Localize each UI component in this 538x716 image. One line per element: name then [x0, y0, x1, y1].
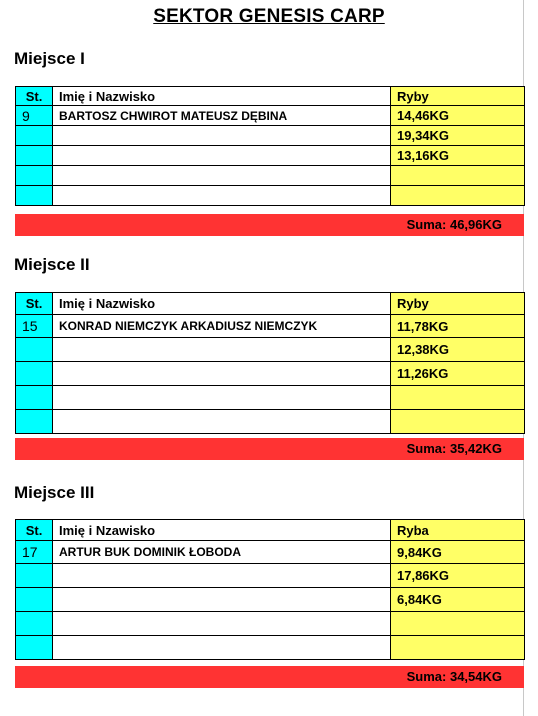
fish-weight: [391, 410, 525, 434]
table-row: [16, 186, 525, 206]
name-cell: [53, 410, 391, 434]
fish-weight: 17,86KG: [391, 564, 525, 588]
name-cell: [53, 146, 391, 166]
team-names: BARTOSZ CHWIROT MATEUSZ DĘBINA: [53, 106, 391, 126]
name-column-header: Imię i Nazwisko: [53, 293, 391, 315]
fish-weight: [391, 166, 525, 186]
stand-cell: [16, 146, 53, 166]
fish-weight: 6,84KG: [391, 588, 525, 612]
sum-total: Suma: 46,96KG: [406, 217, 502, 232]
place-heading-2: Miejsce II: [14, 255, 90, 274]
stand-cell: [16, 588, 53, 612]
place-heading-3: Miejsce III: [14, 483, 95, 502]
stand-cell: [16, 362, 53, 386]
sum-bar-2: [15, 438, 524, 460]
fish-weight: [391, 186, 525, 206]
table-header-row: [16, 520, 525, 541]
name-cell: [53, 564, 391, 588]
name-cell: [53, 362, 391, 386]
sum-bar-3: [15, 666, 524, 688]
name-cell: [53, 126, 391, 146]
table-row: [16, 386, 525, 410]
table-row: [16, 362, 525, 386]
fish-weight: 13,16KG: [391, 146, 525, 166]
table-row: [16, 636, 525, 660]
page-title: SEKTOR GENESIS CARP: [153, 6, 385, 27]
stand-number: 9: [16, 106, 53, 126]
place-heading-1: Miejsce I: [14, 49, 85, 68]
team-names: ARTUR BUK DOMINIK ŁOBODA: [53, 541, 391, 564]
stand-cell: [16, 612, 53, 636]
name-cell: [53, 386, 391, 410]
table-header-row: [16, 293, 525, 315]
results-table-1: [15, 86, 525, 206]
sum-total: Suma: 34,54KG: [406, 669, 502, 684]
fish-column-header: Ryba: [391, 520, 525, 541]
stand-column-header: St.: [16, 520, 53, 541]
table-row: [16, 126, 525, 146]
fish-weight: 14,46KG: [391, 106, 525, 126]
fish-weight: 9,84KG: [391, 541, 525, 564]
stand-cell: [16, 564, 53, 588]
fish-weight: [391, 386, 525, 410]
name-column-header: Imię i Nzawisko: [53, 520, 391, 541]
stand-column-header: St.: [16, 293, 53, 315]
table-row: [16, 106, 525, 126]
stand-cell: [16, 410, 53, 434]
fish-weight: 12,38KG: [391, 338, 525, 362]
name-column-header: Imię i Nazwisko: [53, 87, 391, 106]
table-row: [16, 166, 525, 186]
fish-weight: 19,34KG: [391, 126, 525, 146]
table-row: [16, 612, 525, 636]
table-row: [16, 541, 525, 564]
stand-number: 17: [16, 541, 53, 564]
fish-weight: [391, 636, 525, 660]
table-header-row: [16, 87, 525, 106]
name-cell: [53, 186, 391, 206]
name-cell: [53, 588, 391, 612]
stand-cell: [16, 126, 53, 146]
name-cell: [53, 636, 391, 660]
table-row: [16, 315, 525, 338]
stand-column-header: St.: [16, 87, 53, 106]
stand-number: 15: [16, 315, 53, 338]
name-cell: [53, 338, 391, 362]
results-table-2: [15, 292, 525, 434]
fish-weight: 11,26KG: [391, 362, 525, 386]
fish-column-header: Ryby: [391, 293, 525, 315]
team-names: KONRAD NIEMCZYK ARKADIUSZ NIEMCZYK: [53, 315, 391, 338]
table-row: [16, 146, 525, 166]
fish-weight: 11,78KG: [391, 315, 525, 338]
stand-cell: [16, 166, 53, 186]
table-row: [16, 564, 525, 588]
table-row: [16, 338, 525, 362]
results-table-3: [15, 519, 525, 660]
stand-cell: [16, 386, 53, 410]
stand-cell: [16, 338, 53, 362]
table-row: [16, 588, 525, 612]
table-row: [16, 410, 525, 434]
sum-bar-1: [15, 214, 524, 236]
stand-cell: [16, 636, 53, 660]
stand-cell: [16, 186, 53, 206]
sum-total: Suma: 35,42KG: [406, 441, 502, 456]
name-cell: [53, 166, 391, 186]
fish-column-header: Ryby: [391, 87, 525, 106]
fish-weight: [391, 612, 525, 636]
name-cell: [53, 612, 391, 636]
